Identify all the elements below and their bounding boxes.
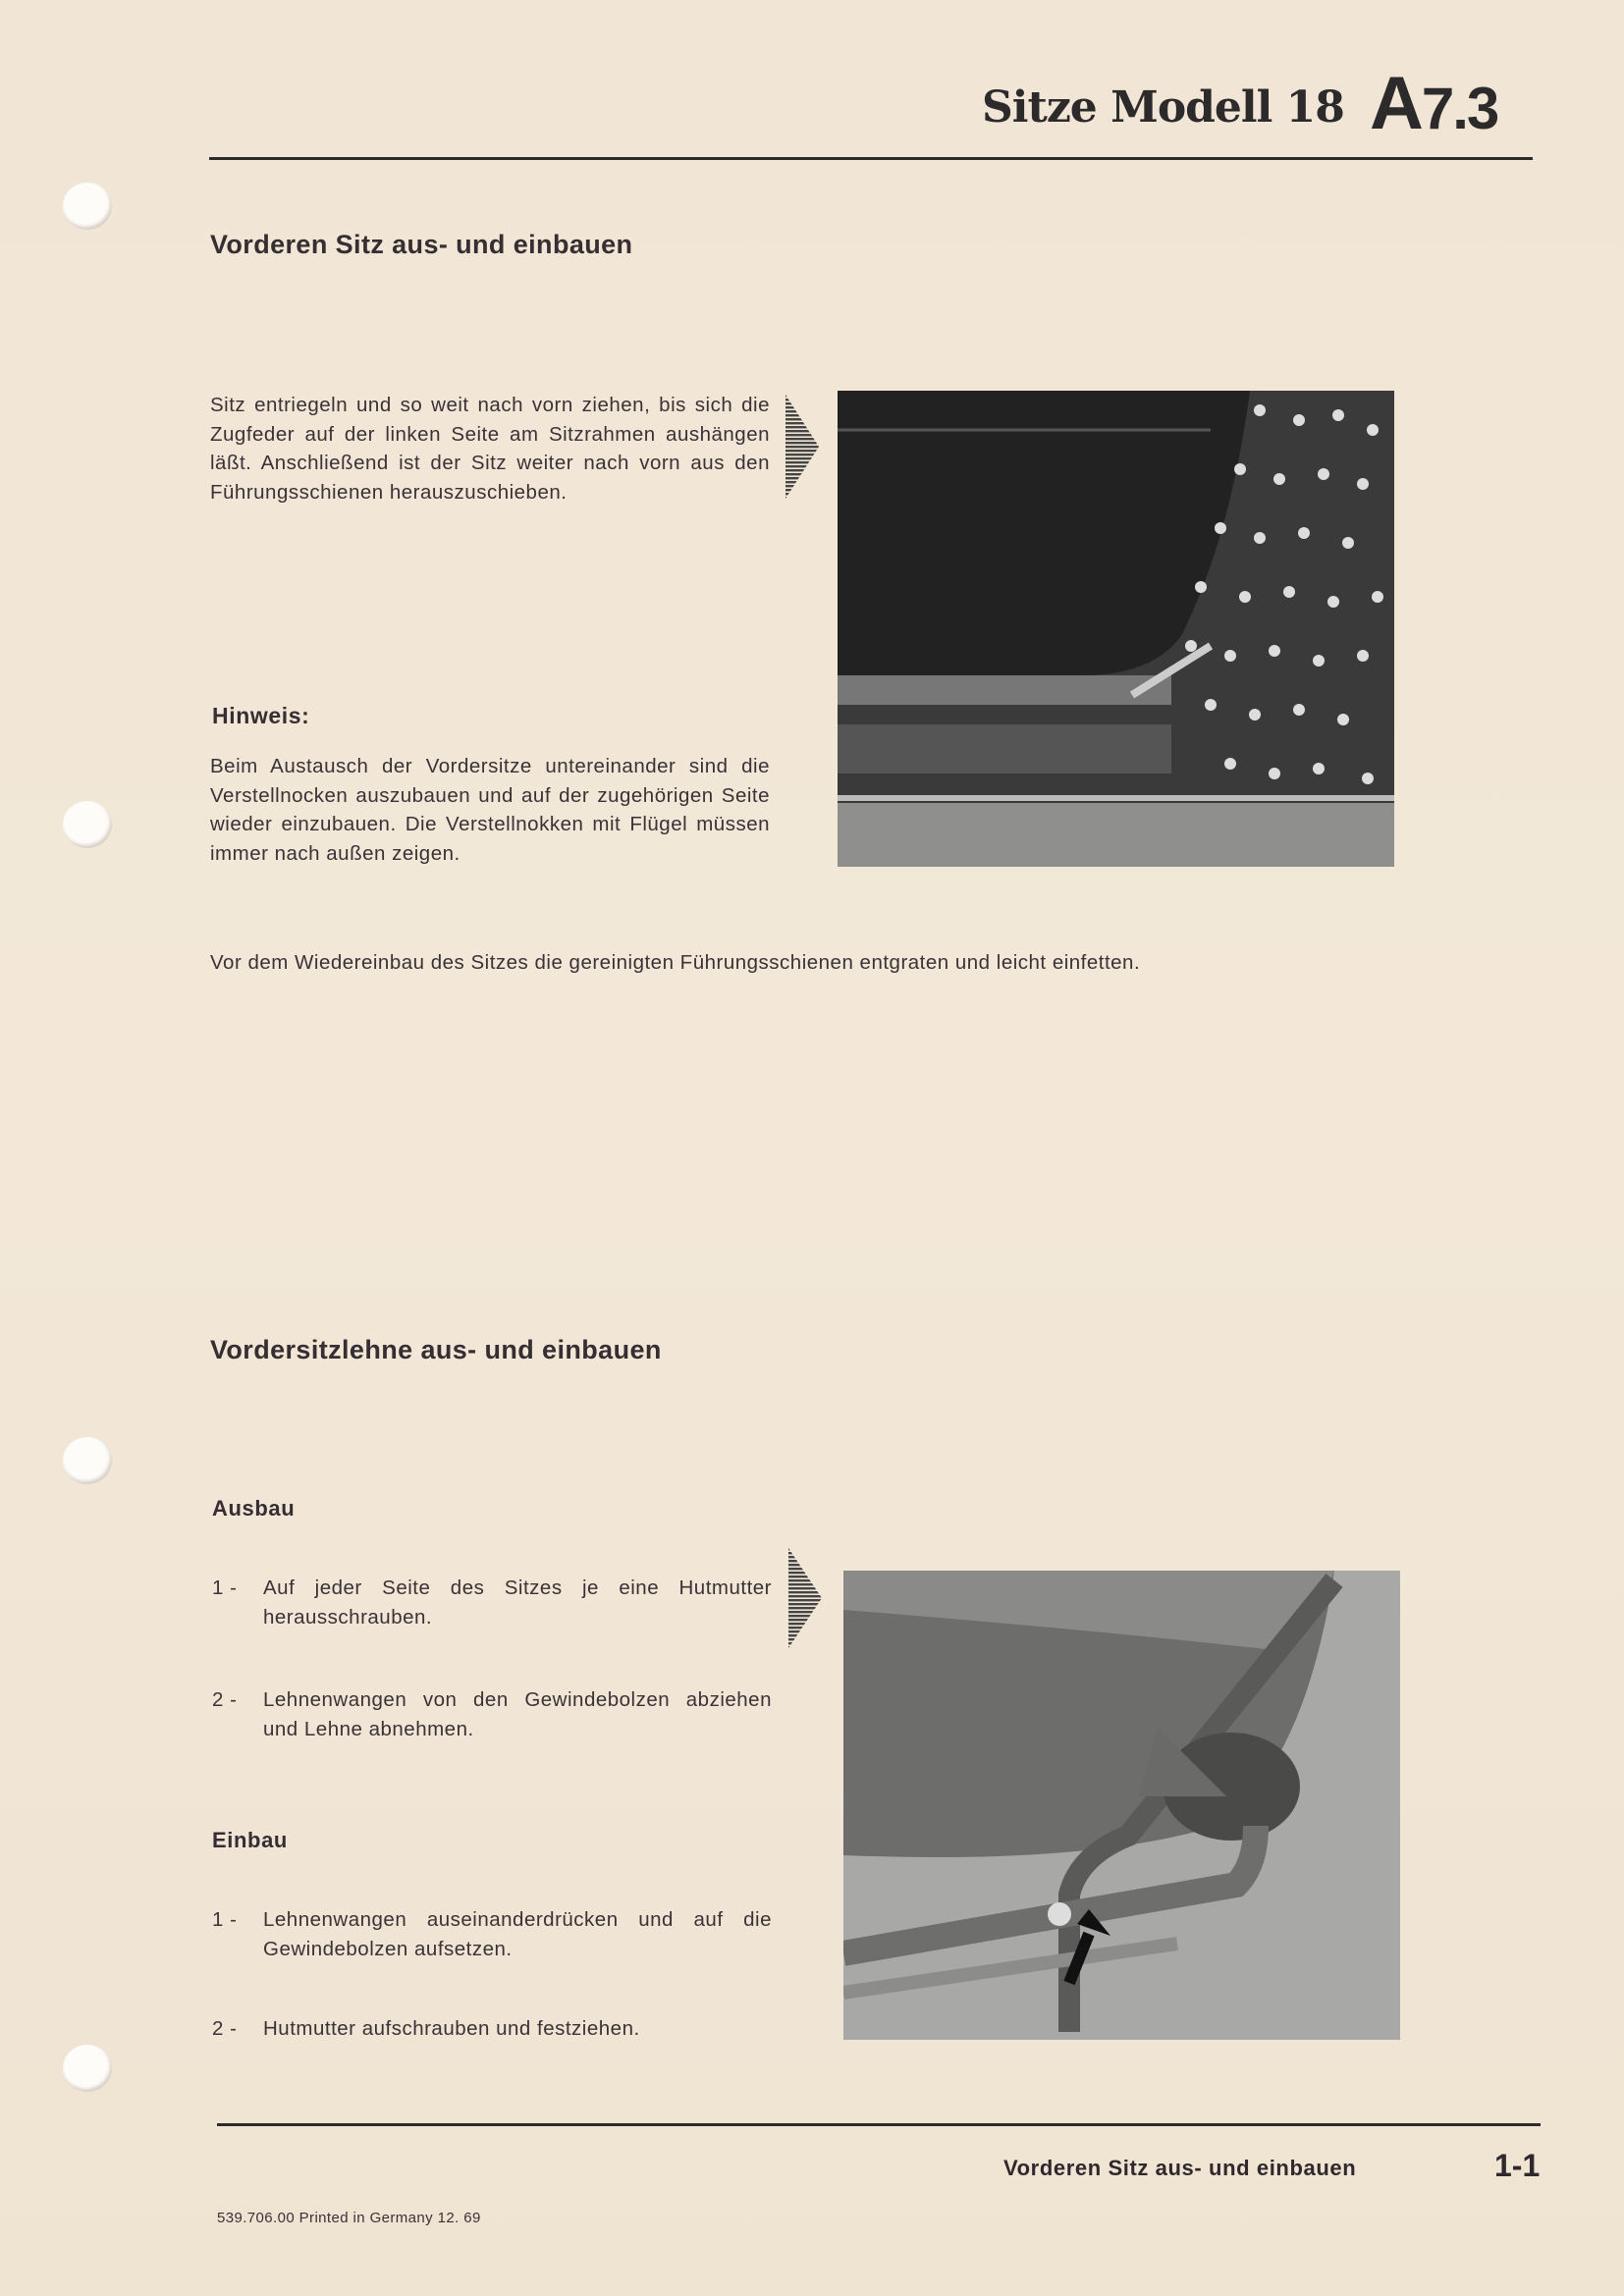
step-text: Hutmutter aufschrauben und festziehen. — [263, 2017, 640, 2040]
step-text: Lehnenwangen von den Gewindebolzen abziehen und Lehne abnehmen. — [263, 1688, 772, 1740]
install-heading: Einbau — [212, 1828, 288, 1852]
photo-seat-rail — [838, 391, 1394, 867]
removal-step — [212, 1574, 772, 1631]
footer-rule — [217, 2123, 1541, 2126]
photo-seat-backrest-hinge — [843, 1571, 1400, 2040]
header-title: Sitze Modell 18 — [982, 82, 1344, 133]
removal-step — [212, 1685, 772, 1743]
step-number: 1 - — [212, 1576, 238, 1599]
note-heading: Hinweis: — [212, 703, 310, 728]
reinstall-note: Vor dem Wiedereinbau des Sitzes die gereinigten Führungsschienen entgraten und leicht einfetten. — [210, 951, 1141, 974]
step-text: Auf jeder Seite des Sitzes je eine Hutmutter herausschrauben. — [263, 1576, 772, 1629]
instruction-paragraph: Sitz entriegeln und so weit nach vorn ziehen, bis sich die Zugfeder auf der linken Seite am Sitzrahmen aushängen läßt. Anschließend ist der Sitz weiter nach vorn aus den Führungsschienen herauszuschieben. — [210, 394, 770, 504]
punch-hole — [63, 2045, 112, 2092]
step-number: 2 - — [212, 1688, 238, 1711]
section-title: Vordersitzlehne aus- und einbauen — [210, 1335, 662, 1364]
note-text: Beim Austausch der Vordersitze untereinander sind die Verstellnocken auszubauen und auf der zugehörigen Seite wieder einzubauen. Die Verstellnokken mit Flügel müssen immer nach außen zeigen. — [210, 755, 770, 865]
step-text: Lehnenwangen auseinanderdrücken und auf die Gewindebolzen aufsetzen. — [263, 1908, 772, 1960]
punch-hole — [63, 1437, 112, 1484]
page-number: 1-1 — [1494, 2148, 1541, 2183]
removal-heading: Ausbau — [212, 1496, 296, 1521]
section-title: Vorderen Sitz aus- und einbauen — [210, 230, 633, 259]
step-number: 2 - — [212, 2017, 238, 2040]
step-number: 1 - — [212, 1908, 238, 1931]
section-code-number: 7.3 — [1421, 76, 1498, 141]
section-code — [1370, 61, 1497, 146]
header-rule — [209, 157, 1533, 160]
install-step — [212, 2014, 772, 2044]
punch-hole — [63, 183, 112, 230]
print-info: 539.706.00 Printed in Germany 12. 69 — [217, 2210, 481, 2226]
figure-pointer-arrow-icon — [785, 395, 819, 499]
figure-pointer-arrow-icon — [788, 1548, 822, 1648]
footer-section-title: Vorderen Sitz aus- und einbauen — [1003, 2156, 1357, 2180]
install-step — [212, 1905, 772, 1963]
punch-hole — [63, 801, 112, 848]
section-code-letter: A — [1370, 62, 1422, 145]
